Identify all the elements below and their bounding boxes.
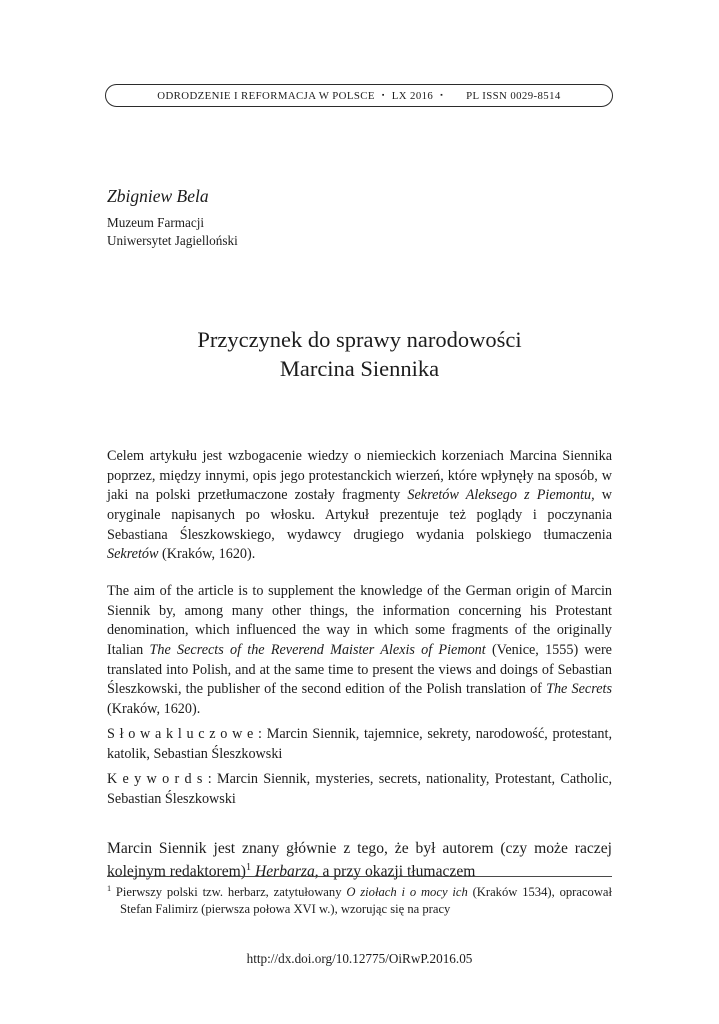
footnote-text: Pierwszy polski tzw. herbarz, zatytułowany xyxy=(111,885,347,899)
journal-title: ODRODZENIE I REFORMACJA W POLSCE xyxy=(157,90,375,102)
footnote-section xyxy=(107,876,612,918)
article-title-line-2: Marcina Siennika xyxy=(279,355,440,381)
abstract-en-text: (Kraków, 1620). xyxy=(107,700,201,717)
body-work-title: Herbarza xyxy=(254,862,315,880)
footnote-reference-marker: 1 xyxy=(246,861,252,873)
abstract-en-text: The aim of the article is to supplement the knowledge of the German origin of Marcin Siennik by, among many other things, the information concerning his Protestant denomination, which influenced the way in which some fragments of the originally Italian xyxy=(107,583,612,658)
abstract-en-work-title: The Secrets xyxy=(546,681,612,698)
keywords-en-label: K e y w o r d s : xyxy=(107,771,212,788)
abstract-pl-work-title: Sekretów Aleksego z Piemontu, xyxy=(407,487,595,504)
footnote-1 xyxy=(107,884,612,918)
bullet-separator-icon: ▪ xyxy=(440,91,444,99)
abstract-pl-text: (Kraków, 1620). xyxy=(158,546,256,563)
keywords-polish xyxy=(107,725,612,764)
journal-header-banner xyxy=(105,84,613,107)
keywords-english xyxy=(107,770,612,809)
author-affiliation-2: Uniwersytet Jagielloński xyxy=(107,232,238,248)
abstract-pl-text: w oryginale napisanych po włosku. Artykuł prezentuje też poglądy i poczynania Sebastiana Śleszkowskiego, wydawcy drugiego wydania polskiego tłumaczenia xyxy=(107,487,613,543)
abstract-pl-work-title: Sekretów xyxy=(107,546,159,563)
keywords-pl-list: Marcin Siennik, tajemnice, sekrety, narodowość, protestant, katolik, Sebastian Śleszkowski xyxy=(107,726,612,762)
journal-issn: PL ISSN 0029-8514 xyxy=(466,90,561,102)
body-text: Marcin Siennik jest znany głównie z tego, że był autorem (czy może raczej kolejnym redaktorem) xyxy=(107,839,612,880)
body-text: , a przy okazji tłumaczem xyxy=(314,862,476,880)
footnote-text: (Kraków 1534), opracował Stefan Falimirz (pierwsza połowa XVI w.), wzorując się na pracy xyxy=(120,885,613,916)
author-affiliation-1: Muzeum Farmacji xyxy=(107,215,205,230)
article-title-line-1: Przyczynek do sprawy narodowości xyxy=(197,327,522,352)
abstract-polish xyxy=(107,447,612,565)
author-block xyxy=(107,186,238,249)
bullet-separator-icon: ▪ xyxy=(381,91,385,99)
abstract-en-work-title: The Secrects of the Reverend Maister Alexis of Piemont xyxy=(149,641,486,658)
footnote-work-title: O ziołach i o mocy ich xyxy=(346,885,468,899)
doi-link: http://dx.doi.org/10.12775/OiRwP.2016.05 xyxy=(246,951,473,966)
keywords-en-list: Marcin Siennik, mysteries, secrets, nationality, Protestant, Catholic, Sebastian Śleszkowski xyxy=(107,771,612,807)
abstract-pl-text: Celem artykułu jest wzbogacenie wiedzy o niemieckich korzeniach Marcina Siennika poprzez, między innymi, opis jego protestanckich wierzeń, które wpłynęły na sposób, w jaki na polski przetłumaczone zostały fragmenty xyxy=(107,448,612,504)
footnote-marker: 1 xyxy=(107,883,112,893)
abstract-english xyxy=(107,582,612,719)
keywords-pl-label: S ł o w a k l u c z o w e : xyxy=(107,726,262,743)
abstract-en-text: (Venice, 1555) were translated into Polish, and at the same time to present the views and doings of Sebastian Śleszkowski, the publisher of the second edition of the Polish translation of xyxy=(107,641,612,698)
article-title xyxy=(107,326,612,383)
journal-volume: LX 2016 xyxy=(391,90,434,102)
author-name: Zbigniew Bela xyxy=(107,186,209,206)
